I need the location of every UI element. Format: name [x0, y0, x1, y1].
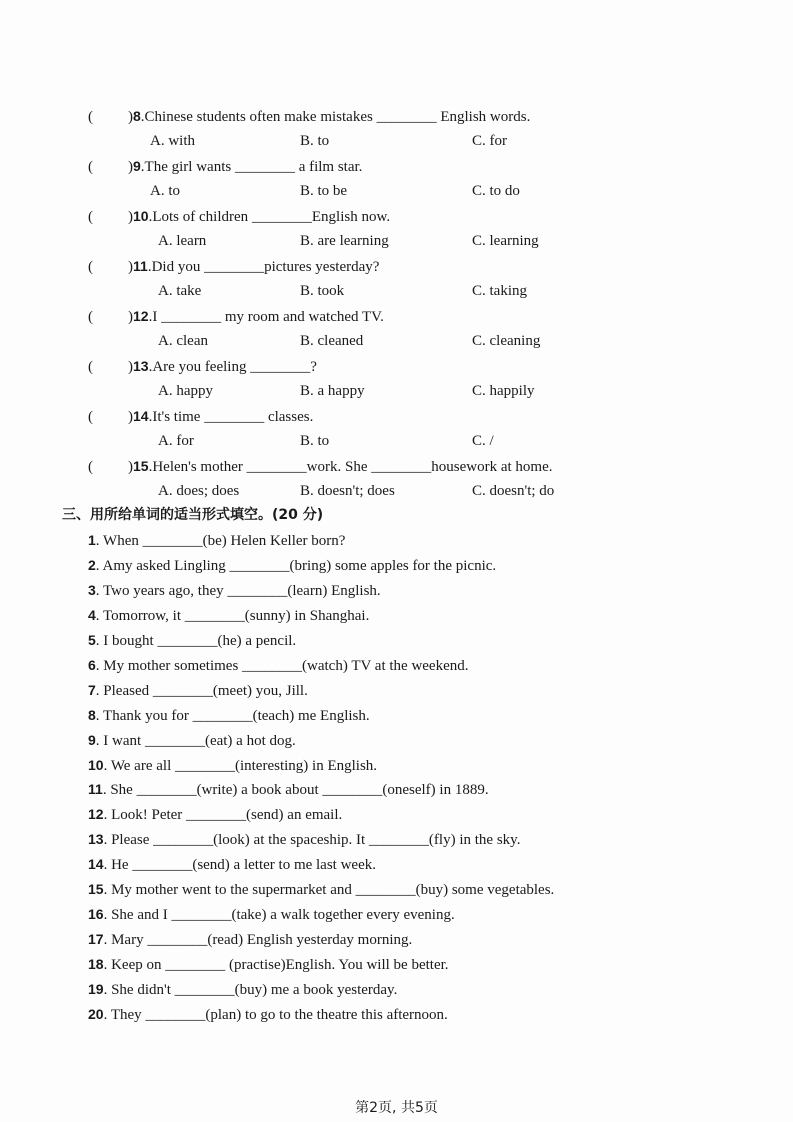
option-b[interactable]: B. are learning	[300, 233, 389, 249]
question-11: ( )11.Did you ________pictures yesterday?	[88, 258, 380, 275]
question-15: ( )15.Helen's mother ________work. She ________housework at home.	[88, 458, 553, 475]
item-text: My mother went to the supermarket and ________(buy) some vegetables.	[111, 882, 555, 898]
question-text: Did you ________pictures yesterday?	[151, 259, 380, 275]
item-number: 18	[88, 956, 104, 972]
answer-bracket[interactable]: (	[88, 259, 93, 275]
answer-bracket[interactable]: (	[88, 159, 93, 175]
item-number: 11	[88, 781, 103, 797]
option-a[interactable]: A. with	[150, 133, 195, 149]
item-number: 12	[88, 806, 104, 822]
item-number: 8	[88, 707, 96, 723]
option-a[interactable]: A. happy	[158, 383, 213, 399]
answer-bracket[interactable]: (	[88, 459, 93, 475]
item-number: 15	[88, 881, 104, 897]
fill-item-9: 9. I want ________(eat) a hot dog.	[88, 732, 296, 749]
option-c[interactable]: C. learning	[472, 233, 539, 249]
option-b[interactable]: B. a happy	[300, 383, 365, 399]
item-number: 2	[88, 557, 96, 573]
fill-item-4: 4. Tomorrow, it ________(sunny) in Shanghai.	[88, 607, 370, 624]
item-number: 1	[88, 532, 96, 548]
item-number: 17	[88, 931, 104, 947]
option-c[interactable]: C. for	[472, 133, 507, 149]
question-14: ( )14.It's time ________ classes.	[88, 408, 314, 425]
option-c[interactable]: C. doesn't; do	[472, 483, 555, 499]
item-text: Amy asked Lingling ________(bring) some apples for the picnic.	[102, 558, 497, 574]
item-text: Keep on ________ (practise)English. You will be better.	[111, 957, 449, 973]
item-number: 13	[88, 831, 104, 847]
section-3-title: 三、用所给单词的适当形式填空。(20 分)	[62, 507, 324, 523]
question-9: ( )9.The girl wants ________ a film star.	[88, 158, 363, 175]
item-text: She ________(write) a book about ________(oneself) in 1889.	[110, 782, 489, 798]
fill-item-16: 16. She and I ________(take) a walk together every evening.	[88, 906, 455, 923]
fill-item-3: 3. Two years ago, they ________(learn) English.	[88, 582, 381, 599]
fill-item-2: 2. Amy asked Lingling ________(bring) some apples for the picnic.	[88, 557, 497, 574]
item-text: Two years ago, they ________(learn) English.	[103, 583, 381, 599]
item-text: She and I ________(take) a walk together every evening.	[111, 907, 455, 923]
item-text: Look! Peter ________(send) an email.	[111, 807, 343, 823]
question-number: 15	[133, 458, 149, 474]
item-text: Thank you for ________(teach) me English.	[103, 708, 370, 724]
question-number: 11	[133, 258, 148, 274]
fill-item-11: 11. She ________(write) a book about ________(oneself) in 1889.	[88, 781, 489, 798]
question-10: ( )10.Lots of children ________English now.	[88, 208, 391, 225]
item-text: Mary ________(read) English yesterday morning.	[111, 932, 413, 948]
option-c[interactable]: C. happily	[472, 383, 535, 399]
answer-bracket[interactable]: (	[88, 109, 93, 125]
item-number: 16	[88, 906, 104, 922]
option-b[interactable]: B. cleaned	[300, 333, 364, 349]
option-a[interactable]: A. for	[158, 433, 194, 449]
option-a[interactable]: A. learn	[158, 233, 207, 249]
option-c[interactable]: C. /	[472, 433, 494, 449]
item-text: He ________(send) a letter to me last week.	[111, 857, 376, 873]
option-b[interactable]: B. to	[300, 433, 330, 449]
item-text: Pleased ________(meet) you, Jill.	[103, 683, 308, 699]
option-b[interactable]: B. to be	[300, 183, 348, 199]
option-b[interactable]: B. took	[300, 283, 345, 299]
item-text: I want ________(eat) a hot dog.	[103, 733, 296, 749]
item-number: 4	[88, 607, 96, 623]
fill-item-12: 12. Look! Peter ________(send) an email.	[88, 806, 343, 823]
question-12: ( )12.I ________ my room and watched TV.	[88, 308, 384, 325]
fill-item-1: 1. When ________(be) Helen Keller born?	[88, 532, 346, 549]
item-text: I bought ________(he) a pencil.	[103, 633, 297, 649]
answer-bracket[interactable]: (	[88, 209, 93, 225]
question-13: ( )13.Are you feeling ________?	[88, 358, 317, 375]
option-b[interactable]: B. to	[300, 133, 330, 149]
fill-item-10: 10. We are all ________(interesting) in English.	[88, 757, 378, 774]
fill-item-6: 6. My mother sometimes ________(watch) TV at the weekend.	[88, 657, 469, 674]
fill-item-5: 5. I bought ________(he) a pencil.	[88, 632, 297, 649]
item-text: Tomorrow, it ________(sunny) in Shanghai.	[103, 608, 370, 624]
answer-bracket[interactable]: (	[88, 359, 93, 375]
item-number: 20	[88, 1006, 104, 1022]
option-c[interactable]: C. cleaning	[472, 333, 541, 349]
fill-item-15: 15. My mother went to the supermarket and ________(buy) some vegetables.	[88, 881, 555, 898]
option-b[interactable]: B. doesn't; does	[300, 483, 395, 499]
question-number: 12	[133, 308, 149, 324]
item-number: 7	[88, 682, 96, 698]
question-text: Chinese students often make mistakes ________ English words.	[144, 109, 531, 125]
question-text: Lots of children ________English now.	[152, 209, 391, 225]
item-number: 19	[88, 981, 104, 997]
fill-item-19: 19. She didn't ________(buy) me a book yesterday.	[88, 981, 398, 998]
option-a[interactable]: A. clean	[158, 333, 208, 349]
option-a[interactable]: A. to	[150, 183, 180, 199]
fill-item-20: 20. They ________(plan) to go to the theatre this afternoon.	[88, 1006, 448, 1023]
fill-item-8: 8. Thank you for ________(teach) me English.	[88, 707, 370, 724]
question-number: 14	[133, 408, 149, 424]
option-a[interactable]: A. does; does	[158, 483, 240, 499]
item-text: We are all ________(interesting) in English.	[110, 758, 378, 774]
item-number: 3	[88, 582, 96, 598]
fill-item-18: 18. Keep on ________ (practise)English. You will be better.	[88, 956, 449, 973]
item-text: Please ________(look) at the spaceship. It ________(fly) in the sky.	[111, 832, 521, 848]
item-text: She didn't ________(buy) me a book yesterday.	[111, 982, 398, 998]
item-number: 6	[88, 657, 96, 673]
item-number: 9	[88, 732, 96, 748]
answer-bracket[interactable]: (	[88, 309, 93, 325]
fill-item-14: 14. He ________(send) a letter to me last week.	[88, 856, 376, 873]
item-number: 5	[88, 632, 96, 648]
question-text: The girl wants ________ a film star.	[144, 159, 363, 175]
item-number: 14	[88, 856, 104, 872]
question-text: Helen's mother ________work. She ________housework at home.	[152, 459, 553, 475]
question-number: 8	[133, 108, 141, 124]
fill-item-17: 17. Mary ________(read) English yesterday morning.	[88, 931, 413, 948]
question-text: Are you feeling ________?	[152, 359, 317, 375]
page-footer: 第2页, 共5页	[355, 1100, 438, 1116]
question-8: ( )8.Chinese students often make mistakes ________ English words.	[88, 108, 531, 125]
question-text: It's time ________ classes.	[152, 409, 314, 425]
answer-bracket[interactable]: (	[88, 409, 93, 425]
option-c[interactable]: C. taking	[472, 283, 527, 299]
question-number: 9	[133, 158, 141, 174]
question-number: 10	[133, 208, 149, 224]
fill-item-7: 7. Pleased ________(meet) you, Jill.	[88, 682, 308, 699]
item-text: They ________(plan) to go to the theatre this afternoon.	[110, 1007, 448, 1023]
option-c[interactable]: C. to do	[472, 183, 520, 199]
item-number: 10	[88, 757, 104, 773]
question-text: I ________ my room and watched TV.	[152, 309, 384, 325]
item-text: When ________(be) Helen Keller born?	[103, 533, 346, 549]
item-text: My mother sometimes ________(watch) TV at the weekend.	[103, 658, 469, 674]
question-number: 13	[133, 358, 149, 374]
option-a[interactable]: A. take	[158, 283, 202, 299]
fill-item-13: 13. Please ________(look) at the spaceship. It ________(fly) in the sky.	[88, 831, 521, 848]
